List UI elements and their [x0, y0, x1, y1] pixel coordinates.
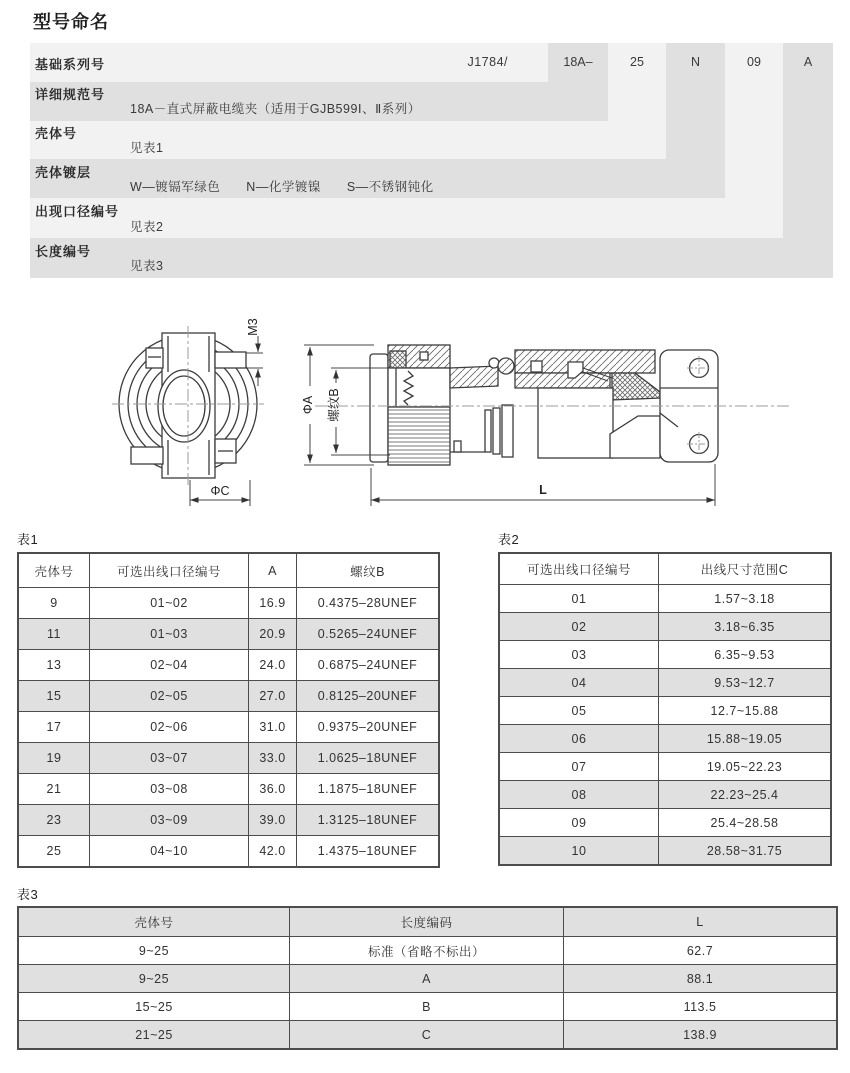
naming-code: N: [690, 55, 701, 69]
table-cell: 23: [18, 805, 90, 836]
naming-row-value: 见表2: [130, 220, 164, 234]
table-cell: 1.4375–18UNEF: [297, 836, 440, 868]
technical-drawing: [0, 288, 850, 538]
table-cell: 06: [499, 725, 659, 753]
table-row: [499, 697, 831, 725]
table-row: [18, 805, 439, 836]
table-row: [18, 743, 439, 774]
table-cell: 62.7: [564, 937, 838, 965]
table-cell: 标准（省略不标出）: [290, 937, 564, 965]
table-cell: 24.0: [249, 650, 297, 681]
table-row: [499, 781, 831, 809]
table-cell: B: [290, 993, 564, 1021]
table-cell: 39.0: [249, 805, 297, 836]
table-row: [499, 641, 831, 669]
table-cell: 9.53~12.7: [659, 669, 832, 697]
table-header-row: [18, 553, 439, 588]
table-row: [18, 1021, 837, 1050]
table-cell: 01~02: [90, 588, 249, 619]
naming-row-label: 详细规范号: [35, 87, 106, 102]
table-cell: 02~05: [90, 681, 249, 712]
table-cell: 05: [499, 697, 659, 725]
column-header: 出线尺寸范围C: [659, 553, 832, 585]
column-header: A: [249, 553, 297, 588]
naming-code: 18A–: [563, 55, 593, 69]
table-row: [18, 712, 439, 743]
naming-row-value: W—镀镉军绿色 N—化学镀镍 S—不锈钢钝化: [130, 180, 434, 194]
table-cell: 13: [18, 650, 90, 681]
naming-stripe: [725, 43, 783, 238]
table-cell: 21~25: [18, 1021, 290, 1050]
table-row: [18, 650, 439, 681]
table-row: [499, 837, 831, 866]
table-row: [18, 965, 837, 993]
naming-row-label: 壳体镀层: [35, 165, 92, 180]
table-cell: 9: [18, 588, 90, 619]
table-row: [499, 753, 831, 781]
table-cell: 03~08: [90, 774, 249, 805]
table-cell: 36.0: [249, 774, 297, 805]
table-cell: 15.88~19.05: [659, 725, 832, 753]
table-cell: 28.58~31.75: [659, 837, 832, 866]
table3-length-codes: [17, 906, 838, 1050]
table-cell: A: [290, 965, 564, 993]
table-cell: 6.35~9.53: [659, 641, 832, 669]
table-cell: 19: [18, 743, 90, 774]
table-cell: 0.5265–24UNEF: [297, 619, 440, 650]
model-naming-diagram: [30, 43, 833, 278]
table-cell: 03~09: [90, 805, 249, 836]
column-header: 壳体号: [18, 907, 290, 937]
table-cell: 113.5: [564, 993, 838, 1021]
table1-caption: 表1: [17, 532, 39, 547]
naming-base-series: J1784/: [467, 55, 508, 69]
naming-code: A: [803, 55, 813, 69]
table-cell: 01~03: [90, 619, 249, 650]
table-cell: 04~10: [90, 836, 249, 868]
naming-row-value: 见表3: [130, 259, 164, 273]
table-cell: C: [290, 1021, 564, 1050]
table-cell: 11: [18, 619, 90, 650]
column-header: 螺纹B: [297, 553, 440, 588]
table-cell: 138.9: [564, 1021, 838, 1050]
dim-label-phi-c: ΦC: [210, 484, 230, 498]
table-row: [499, 809, 831, 837]
table2-outlet-ranges: [498, 552, 832, 866]
side-view: [370, 345, 718, 465]
table-cell: 20.9: [249, 619, 297, 650]
table-cell: 0.8125–20UNEF: [297, 681, 440, 712]
naming-code: 09: [747, 55, 761, 69]
dim-label-length: L: [539, 483, 547, 497]
table-row: [499, 585, 831, 613]
table-cell: 0.4375–28UNEF: [297, 588, 440, 619]
table-cell: 25: [18, 836, 90, 868]
table-cell: 1.57~3.18: [659, 585, 832, 613]
naming-row-label: 基础系列号: [35, 57, 106, 72]
column-header: L: [564, 907, 838, 937]
table-cell: 02~04: [90, 650, 249, 681]
table-cell: 3.18~6.35: [659, 613, 832, 641]
table-cell: 09: [499, 809, 659, 837]
table-cell: 03~07: [90, 743, 249, 774]
table-cell: 21: [18, 774, 90, 805]
table-header-row: [18, 907, 837, 937]
table-cell: 03: [499, 641, 659, 669]
table-cell: 1.3125–18UNEF: [297, 805, 440, 836]
table-cell: 9~25: [18, 937, 290, 965]
page-title: 型号命名: [33, 12, 109, 32]
table-cell: 31.0: [249, 712, 297, 743]
table-cell: 08: [499, 781, 659, 809]
table3-caption: 表3: [17, 887, 39, 902]
table-cell: 25.4~28.58: [659, 809, 832, 837]
table-row: [18, 774, 439, 805]
naming-stripe: [30, 121, 666, 159]
column-header: 可选出线口径编号: [90, 553, 249, 588]
dim-label-thread-b: 螺纹B: [327, 388, 341, 422]
table-cell: 10: [499, 837, 659, 866]
table2-caption: 表2: [498, 532, 520, 547]
table-cell: 9~25: [18, 965, 290, 993]
naming-row-label: 长度编号: [35, 244, 92, 259]
table-cell: 1.0625–18UNEF: [297, 743, 440, 774]
table-cell: 33.0: [249, 743, 297, 774]
table-cell: 0.9375–20UNEF: [297, 712, 440, 743]
naming-stripe: [783, 43, 833, 278]
table-cell: 17: [18, 712, 90, 743]
table-row: [499, 669, 831, 697]
table1-shell-sizes: [17, 552, 440, 868]
column-header: 长度编码: [290, 907, 564, 937]
table-cell: 19.05~22.23: [659, 753, 832, 781]
dim-label-phi-a: ΦA: [301, 395, 315, 415]
column-header: 可选出线口径编号: [499, 553, 659, 585]
naming-row-label: 壳体号: [35, 126, 78, 141]
table-row: [18, 588, 439, 619]
table-cell: 01: [499, 585, 659, 613]
naming-row-label: 出现口径编号: [35, 204, 120, 219]
table-cell: 27.0: [249, 681, 297, 712]
table-cell: 02~06: [90, 712, 249, 743]
column-header: 壳体号: [18, 553, 90, 588]
naming-row-value: 见表1: [130, 141, 164, 155]
table-row: [499, 613, 831, 641]
table-cell: 1.1875–18UNEF: [297, 774, 440, 805]
table-cell: 16.9: [249, 588, 297, 619]
table-cell: 15: [18, 681, 90, 712]
table-cell: 02: [499, 613, 659, 641]
table-row: [18, 681, 439, 712]
table-cell: 12.7~15.88: [659, 697, 832, 725]
naming-row-value: 18A－直式屏蔽电缆夹（适用于GJB599Ⅰ、Ⅱ系列）: [130, 102, 421, 116]
table-cell: 0.6875–24UNEF: [297, 650, 440, 681]
dim-label-m3: M3: [246, 318, 260, 336]
table-row: [18, 993, 837, 1021]
table-cell: 22.23~25.4: [659, 781, 832, 809]
naming-code: 25: [630, 55, 644, 69]
table-cell: 04: [499, 669, 659, 697]
table-cell: 07: [499, 753, 659, 781]
table-row: [18, 836, 439, 868]
table-row: [18, 937, 837, 965]
table-cell: 15~25: [18, 993, 290, 1021]
table-header-row: [499, 553, 831, 585]
table-cell: 42.0: [249, 836, 297, 868]
table-cell: 88.1: [564, 965, 838, 993]
table-row: [18, 619, 439, 650]
table-row: [499, 725, 831, 753]
